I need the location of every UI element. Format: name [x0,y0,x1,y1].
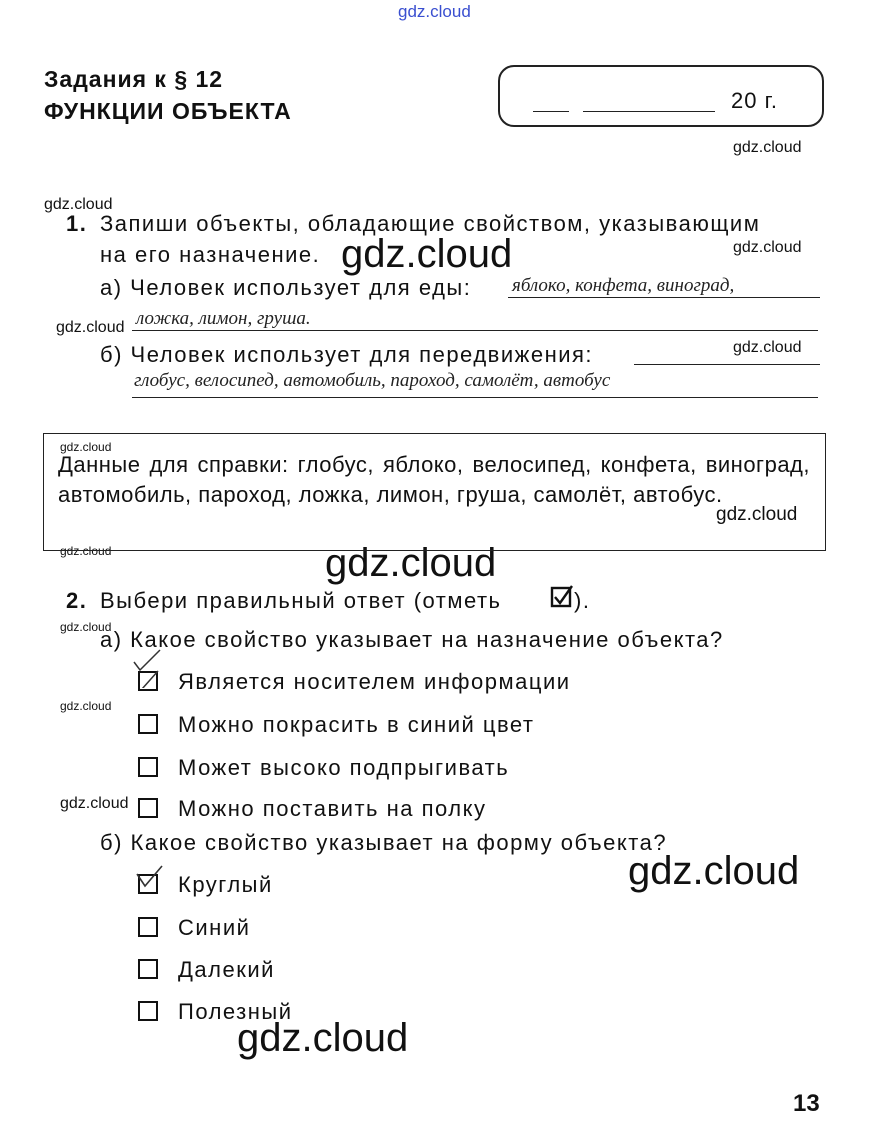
date-year-suffix: 20 г. [731,88,779,113]
task1-prompt-cont: на его назначение. [100,242,321,267]
task2-number: 2. [66,588,88,613]
watermark-small: gdz.cloud [56,319,125,336]
section-title: Задания к § 12 [44,66,224,92]
watermark-big: gdz.cloud [237,1016,409,1060]
task2b-question: б) Какое свойство указывает на форму объекта? [100,830,668,855]
option-label: Является носителем информации [178,669,571,694]
option-checkbox[interactable] [138,959,158,979]
answer-line [132,330,818,331]
watermark-small: gdz.cloud [60,620,112,634]
watermark-small: gdz.cloud [44,196,113,213]
watermark-big: gdz.cloud [341,232,513,276]
reference-text: Данные для справки: глобус, яблоко, велосипед, конфета, виноград, автомобиль, пароход, ложка, лимон, груша, самолёт, автобус. [58,452,810,507]
task1-number: 1. [66,211,88,236]
watermark-small: gdz.cloud [60,544,112,558]
option-label: Можно поставить на полку [178,796,487,821]
pencil-check-icon [132,864,166,894]
task1b-label: б) Человек использует для передвижения: [100,342,594,367]
watermark-big: gdz.cloud [325,541,497,585]
answer-line [634,364,820,365]
watermark-small: gdz.cloud [733,139,802,156]
option-label: Далекий [178,957,275,982]
option-label: Может высоко подпрыгивать [178,755,510,780]
watermark-small: gdz.cloud [60,699,112,713]
option-checkbox[interactable] [138,917,158,937]
option-checkbox[interactable] [138,714,158,734]
option-checkbox[interactable] [138,798,158,818]
answer-line [508,297,820,298]
task1a-label: а) Человек использует для еды: [100,275,472,300]
option-label: Круглый [178,872,273,897]
date-day-line [533,111,569,112]
watermark-small: gdz.cloud [60,440,112,454]
task2-prompt-end: ). [574,588,591,613]
date-month-line [583,111,715,112]
checkmark-icon [550,585,574,609]
option-label: Можно покрасить в синий цвет [178,712,535,737]
watermark-small: gdz.cloud [716,504,798,525]
option-checkbox[interactable] [138,757,158,777]
option-label: Синий [178,915,251,940]
page-title: ФУНКЦИИ ОБЪЕКТА [44,98,292,124]
task2-prompt: Выбери правильный ответ (отметь [100,588,502,613]
watermark-big: gdz.cloud [628,849,800,893]
watermark-small: gdz.cloud [733,339,802,356]
task1b-answer[interactable]: глобус, велосипед, автомобиль, пароход, самолёт, автобус [134,370,611,391]
watermark-small: gdz.cloud [60,795,129,812]
watermark-top: gdz.cloud [398,2,471,21]
answer-line [132,397,818,398]
task1a-answer-cont[interactable]: ложка, лимон, груша. [136,308,311,329]
task1a-answer[interactable]: яблоко, конфета, виноград, [512,275,735,296]
task2a-question: а) Какое свойство указывает на назначение объекта? [100,627,724,652]
option-label: Полезный [178,999,293,1024]
page-number: 13 [793,1090,820,1117]
task1-prompt: Запиши объекты, обладающие свойством, указывающим [100,211,761,236]
option-checkbox[interactable] [138,1001,158,1021]
pencil-check-icon [130,648,170,688]
watermark-small: gdz.cloud [733,239,802,256]
